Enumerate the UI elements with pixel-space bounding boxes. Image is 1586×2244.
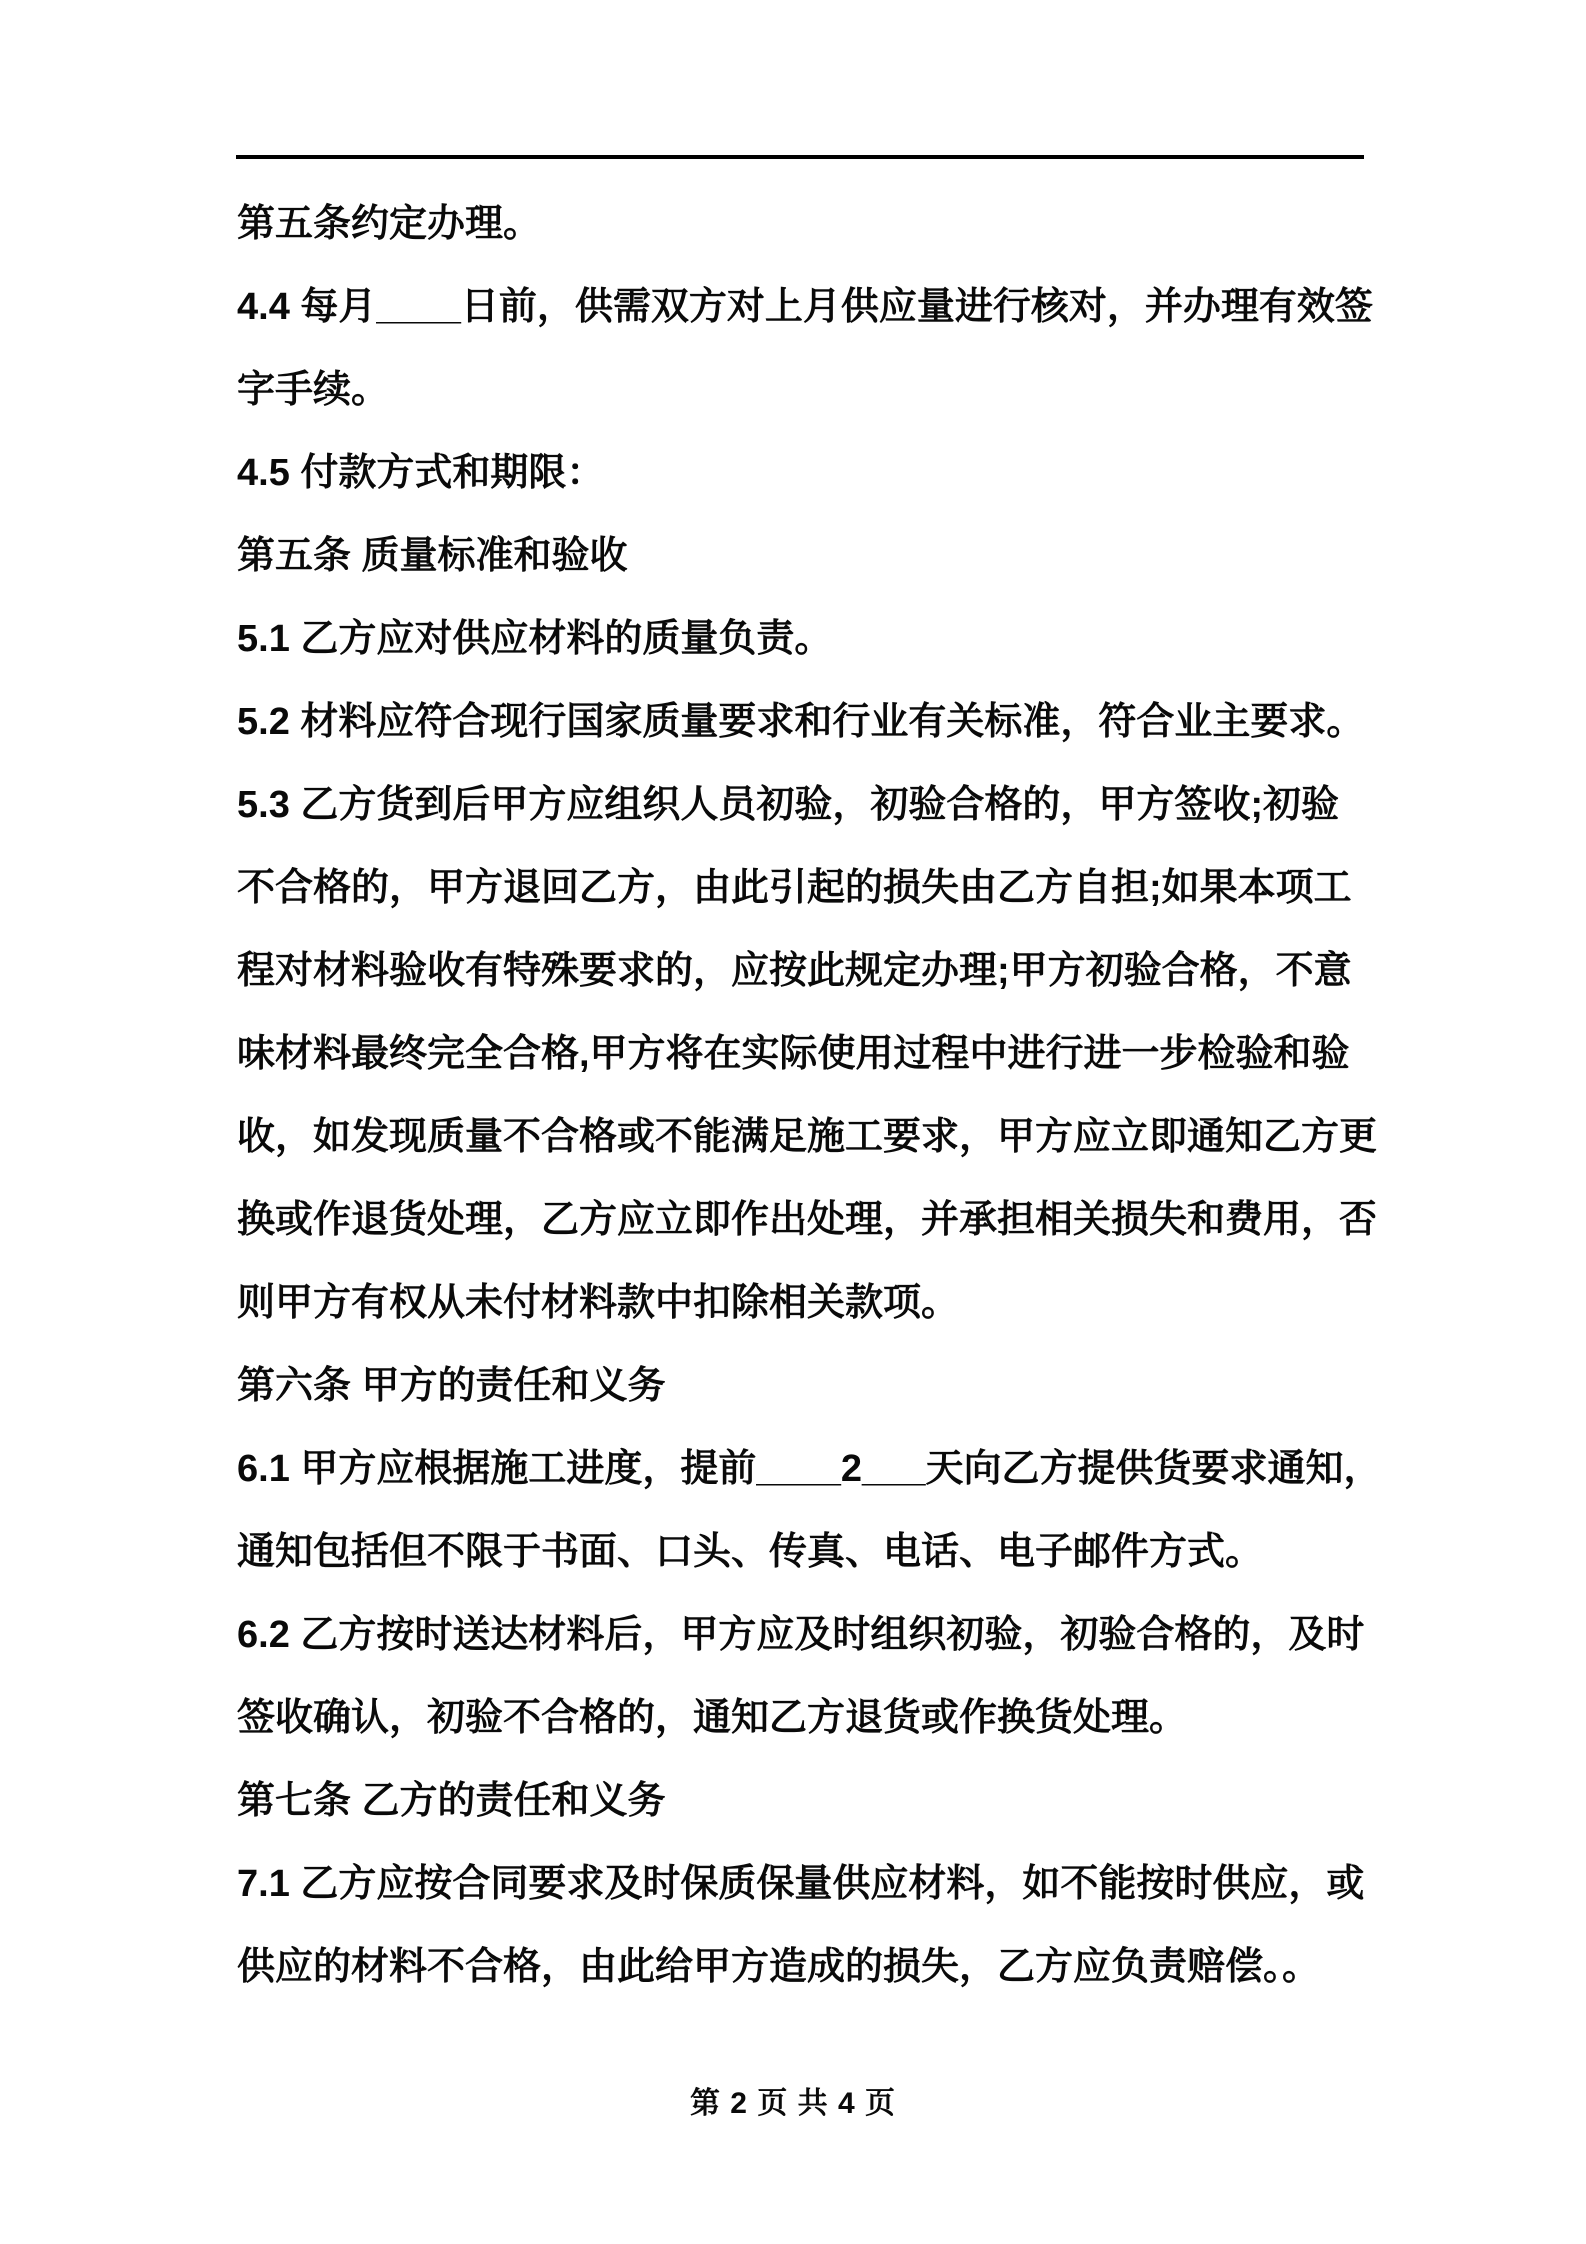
text-line: 5.1 乙方应对供应材料的质量负责。 <box>237 618 833 660</box>
text-line: 换或作退货处理，乙方应立即作出处理，并承担相关损失和费用，否 <box>237 1199 1378 1241</box>
text-line: 4.4 每月____日前，供需双方对上月供应量进行核对，并办理有效签 <box>237 286 1373 328</box>
text-line: 第六条 甲方的责任和义务 <box>237 1365 666 1407</box>
text-line: 6.2 乙方按时送达材料后，甲方应及时组织初验，初验合格的，及时 <box>237 1614 1365 1656</box>
text-line: 第五条 质量标准和验收 <box>237 535 628 577</box>
text-line: 签收确认，初验不合格的，通知乙方退货或作换货处理。 <box>237 1697 1188 1739</box>
text-line: 不合格的，甲方退回乙方，由此引起的损失由乙方自担;如果本项工 <box>237 867 1352 909</box>
page-number: 第 2 页 共 4 页 <box>689 2087 897 2120</box>
text-line: 5.3 乙方货到后甲方应组织人员初验，初验合格的，甲方签收;初验 <box>237 784 1340 826</box>
text-line: 7.1 乙方应按合同要求及时保质保量供应材料，如不能按时供应，或 <box>237 1863 1365 1905</box>
text-line: 则甲方有权从未付材料款中扣除相关款项。 <box>237 1282 960 1324</box>
text-line: 5.2 材料应符合现行国家质量要求和行业有关标准，符合业主要求。 <box>237 701 1365 743</box>
text-line: 第五条约定办理。 <box>237 203 542 245</box>
text-line: 供应的材料不合格，由此给甲方造成的损失，乙方应负责赔偿。。 <box>237 1946 1321 1988</box>
text-line: 通知包括但不限于书面、口头、传真、电话、电子邮件方式。 <box>237 1531 1264 1573</box>
document-body <box>237 183 1382 2009</box>
text-line: 味材料最终完全合格,甲方将在实际使用过程中进行进一步检验和验 <box>237 1033 1350 1075</box>
text-line: 第七条 乙方的责任和义务 <box>237 1780 666 1822</box>
text-line: 程对材料验收有特殊要求的，应按此规定办理;甲方初验合格，不意 <box>237 950 1352 992</box>
page-footer <box>0 2082 1586 2126</box>
text-line: 收，如发现质量不合格或不能满足施工要求，甲方应立即通知乙方更 <box>237 1116 1378 1158</box>
text-line: 字手续。 <box>237 369 390 411</box>
text-line: 4.5 付款方式和期限： <box>237 452 605 494</box>
header-divider <box>236 155 1364 159</box>
text-line: 6.1 甲方应根据施工进度，提前____2___天向乙方提供货要求通知， <box>237 1448 1382 1490</box>
